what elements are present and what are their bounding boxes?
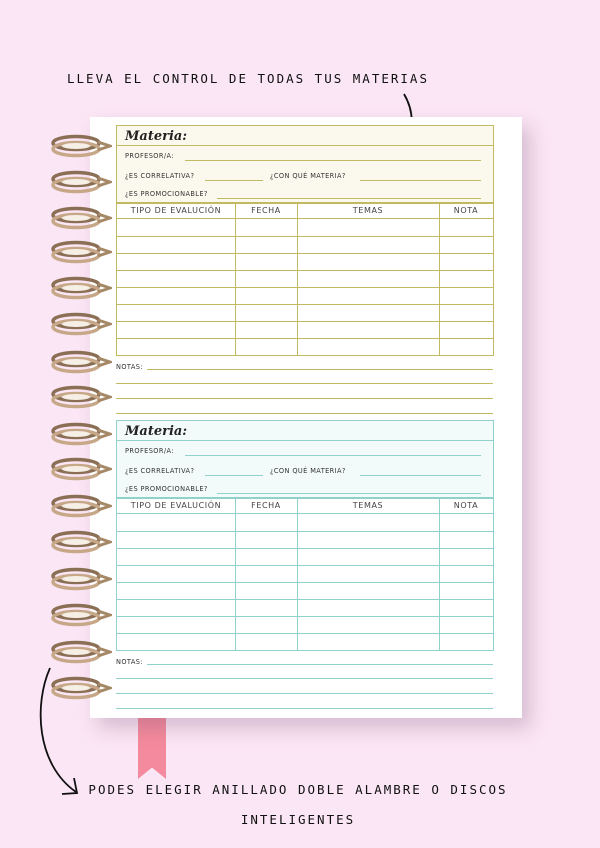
promocionable-field[interactable] [217, 493, 481, 494]
promocionable-label: ¿ES PROMOCIONABLE? [125, 485, 208, 493]
con-que-materia-label: ¿CON QUÉ MATERIA? [270, 172, 346, 180]
evaluation-table [116, 203, 494, 356]
correlativa-label: ¿ES CORRELATIVA? [125, 172, 195, 180]
column-temas: TEMAS [352, 206, 384, 215]
spiral-ring [50, 457, 112, 481]
spiral-ring [50, 350, 112, 374]
spiral-ring [50, 276, 112, 300]
correlativa-field[interactable] [205, 475, 263, 476]
column-nota: NOTA [453, 206, 479, 215]
profesor-label: PROFESOR/A: [125, 152, 174, 160]
correlativa-label: ¿ES CORRELATIVA? [125, 467, 195, 475]
notes-line[interactable] [116, 398, 493, 399]
spiral-ring [50, 603, 112, 627]
subject-header [116, 420, 494, 498]
spiral-ring [50, 134, 112, 158]
promocionable-field[interactable] [217, 198, 481, 199]
correlativa-field[interactable] [205, 180, 263, 181]
promocionable-label: ¿ES PROMOCIONABLE? [125, 190, 208, 198]
profesor-label: PROFESOR/A: [125, 447, 174, 455]
spiral-ring [50, 567, 112, 591]
notas-label: NOTAS: [116, 658, 143, 666]
spiral-ring [50, 640, 112, 664]
profesor-field[interactable] [185, 455, 481, 456]
notes-line[interactable] [116, 693, 493, 694]
column-nota: NOTA [453, 501, 479, 510]
notes-line[interactable] [147, 369, 493, 370]
con-que-materia-label: ¿CON QUÉ MATERIA? [270, 467, 346, 475]
caption-bottom-line1: PODES ELEGIR ANILLADO DOBLE ALAMBRE O DISCOS [88, 782, 508, 797]
notes-line[interactable] [116, 708, 493, 709]
column-temas: TEMAS [352, 501, 384, 510]
materia-label: Materia: [125, 424, 188, 439]
con-que-materia-field[interactable] [360, 180, 481, 181]
subject-header [116, 125, 494, 203]
column-tipo: TIPO DE EVALUCIÓN [130, 206, 222, 215]
caption-top: LLEVA EL CONTROL DE TODAS TUS MATERIAS [67, 71, 429, 86]
con-que-materia-field[interactable] [360, 475, 481, 476]
spiral-ring [50, 170, 112, 194]
spiral-ring [50, 422, 112, 446]
spiral-ring [50, 530, 112, 554]
column-tipo: TIPO DE EVALUCIÓN [130, 501, 222, 510]
profesor-field[interactable] [185, 160, 481, 161]
notes-line[interactable] [116, 413, 493, 414]
evaluation-table [116, 498, 494, 651]
arrow-curve-icon [32, 664, 84, 800]
notes-line[interactable] [147, 664, 493, 665]
column-fecha: FECHA [251, 501, 281, 510]
spiral-ring [50, 312, 112, 336]
column-fecha: FECHA [251, 206, 281, 215]
notas-label: NOTAS: [116, 363, 143, 371]
spiral-ring [50, 240, 112, 264]
spiral-ring [50, 206, 112, 230]
notes-line[interactable] [116, 678, 493, 679]
bookmark-ribbon [138, 715, 166, 779]
notes-line[interactable] [116, 383, 493, 384]
spiral-ring [50, 494, 112, 518]
materia-label: Materia: [125, 129, 188, 144]
spiral-ring [50, 385, 112, 409]
caption-bottom-line2: INTELIGENTES [240, 812, 356, 827]
